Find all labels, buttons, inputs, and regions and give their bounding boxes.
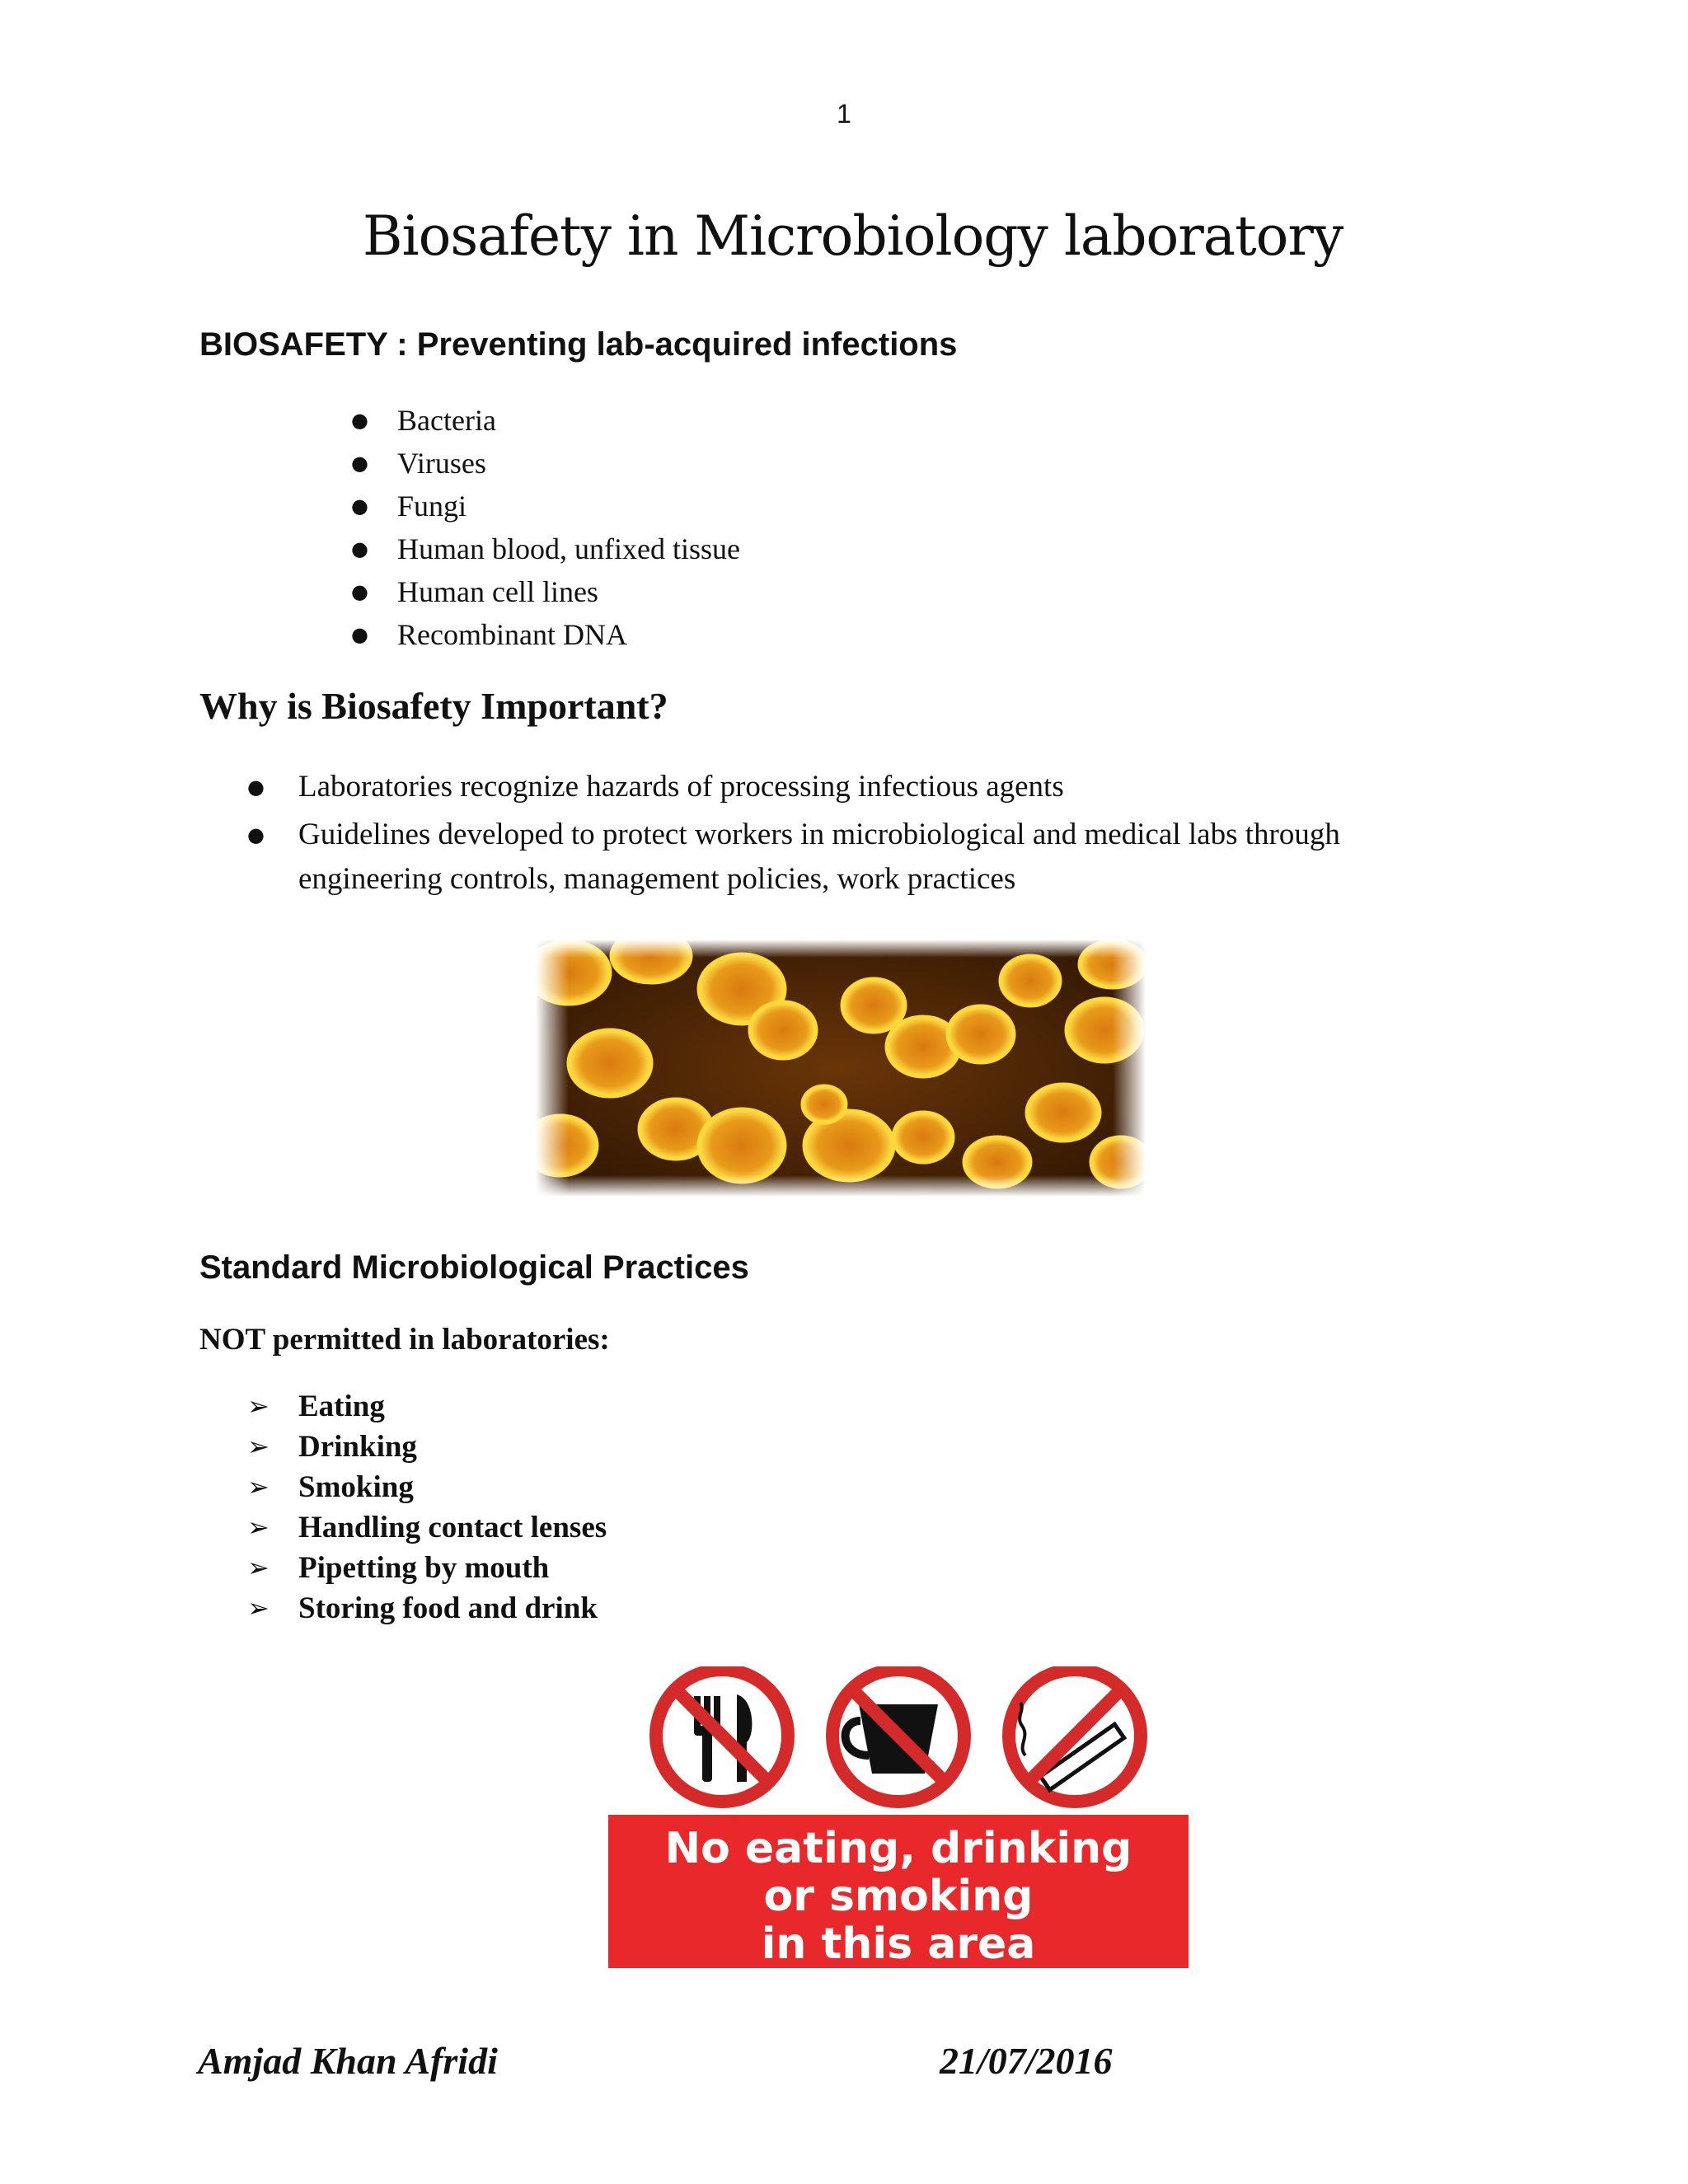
bullet-icon: ● bbox=[351, 494, 368, 518]
cup-icon bbox=[832, 1670, 964, 1802]
list-item: ● Laboratories recognize hazards of processing infectious agents bbox=[298, 765, 1436, 809]
list-item: ● Guidelines developed to protect workers in microbiological and medical labs through engineering controls, management policies, work practices bbox=[298, 813, 1436, 902]
bullet-icon: ● bbox=[247, 823, 265, 846]
document-date: 21/07/2016 bbox=[940, 2040, 1113, 2082]
list-item: ● Human cell lines bbox=[397, 570, 740, 613]
arrow-bullet-icon: ➢ bbox=[247, 1552, 270, 1583]
prohibited-list bbox=[247, 1386, 607, 1629]
bullet-icon: ● bbox=[351, 537, 368, 560]
sign-text bbox=[608, 1815, 1189, 1968]
arrow-bullet-icon: ➢ bbox=[247, 1592, 270, 1624]
microorganism-image bbox=[536, 940, 1146, 1197]
organism-list bbox=[351, 399, 740, 656]
bullet-icon: ● bbox=[351, 452, 368, 475]
arrow-bullet-icon: ➢ bbox=[247, 1431, 270, 1462]
list-item: ● Fungi bbox=[397, 485, 740, 527]
list-item: ➢ Pipetting by mouth bbox=[298, 1548, 607, 1588]
list-item: ● Viruses bbox=[397, 442, 740, 485]
cigarette-icon bbox=[1009, 1670, 1141, 1802]
sign-line: No eating, drinking bbox=[664, 1824, 1132, 1873]
list-item: ➢ Drinking bbox=[298, 1427, 607, 1467]
importance-list bbox=[247, 765, 1436, 905]
not-permitted-subheading: NOT permitted in laboratories: bbox=[199, 1323, 610, 1357]
author-name: Amjad Khan Afridi bbox=[198, 2040, 498, 2082]
list-item: ➢ Storing food and drink bbox=[298, 1588, 607, 1629]
list-item: ● Recombinant DNA bbox=[397, 613, 740, 656]
arrow-bullet-icon: ➢ bbox=[247, 1511, 270, 1543]
page-number: 1 bbox=[837, 99, 851, 129]
arrow-bullet-icon: ➢ bbox=[247, 1471, 270, 1502]
importance-heading: Why is Biosafety Important? bbox=[199, 685, 668, 727]
biosafety-heading: BIOSAFETY : Preventing lab-acquired infections bbox=[199, 326, 958, 363]
list-item: ➢ Handling contact lenses bbox=[298, 1507, 607, 1548]
bullet-icon: ● bbox=[351, 580, 368, 603]
bullet-icon: ● bbox=[351, 623, 368, 646]
list-item: ➢ Eating bbox=[298, 1386, 607, 1427]
sign-line: in this area bbox=[761, 1919, 1036, 1969]
list-item: ● Human blood, unfixed tissue bbox=[397, 527, 740, 570]
document-title: Biosafety in Microbiology laboratory bbox=[363, 204, 1343, 268]
list-item: ● Bacteria bbox=[397, 399, 740, 442]
list-item: ➢ Smoking bbox=[298, 1467, 607, 1507]
sign-line: or smoking bbox=[763, 1872, 1034, 1921]
arrow-bullet-icon: ➢ bbox=[247, 1390, 270, 1422]
bullet-icon: ● bbox=[247, 776, 265, 799]
no-eating-drinking-smoking-sign bbox=[608, 1666, 1189, 1968]
fork-knife-icon bbox=[656, 1670, 788, 1802]
bullet-icon: ● bbox=[351, 409, 368, 432]
practices-heading: Standard Microbiological Practices bbox=[199, 1249, 749, 1286]
